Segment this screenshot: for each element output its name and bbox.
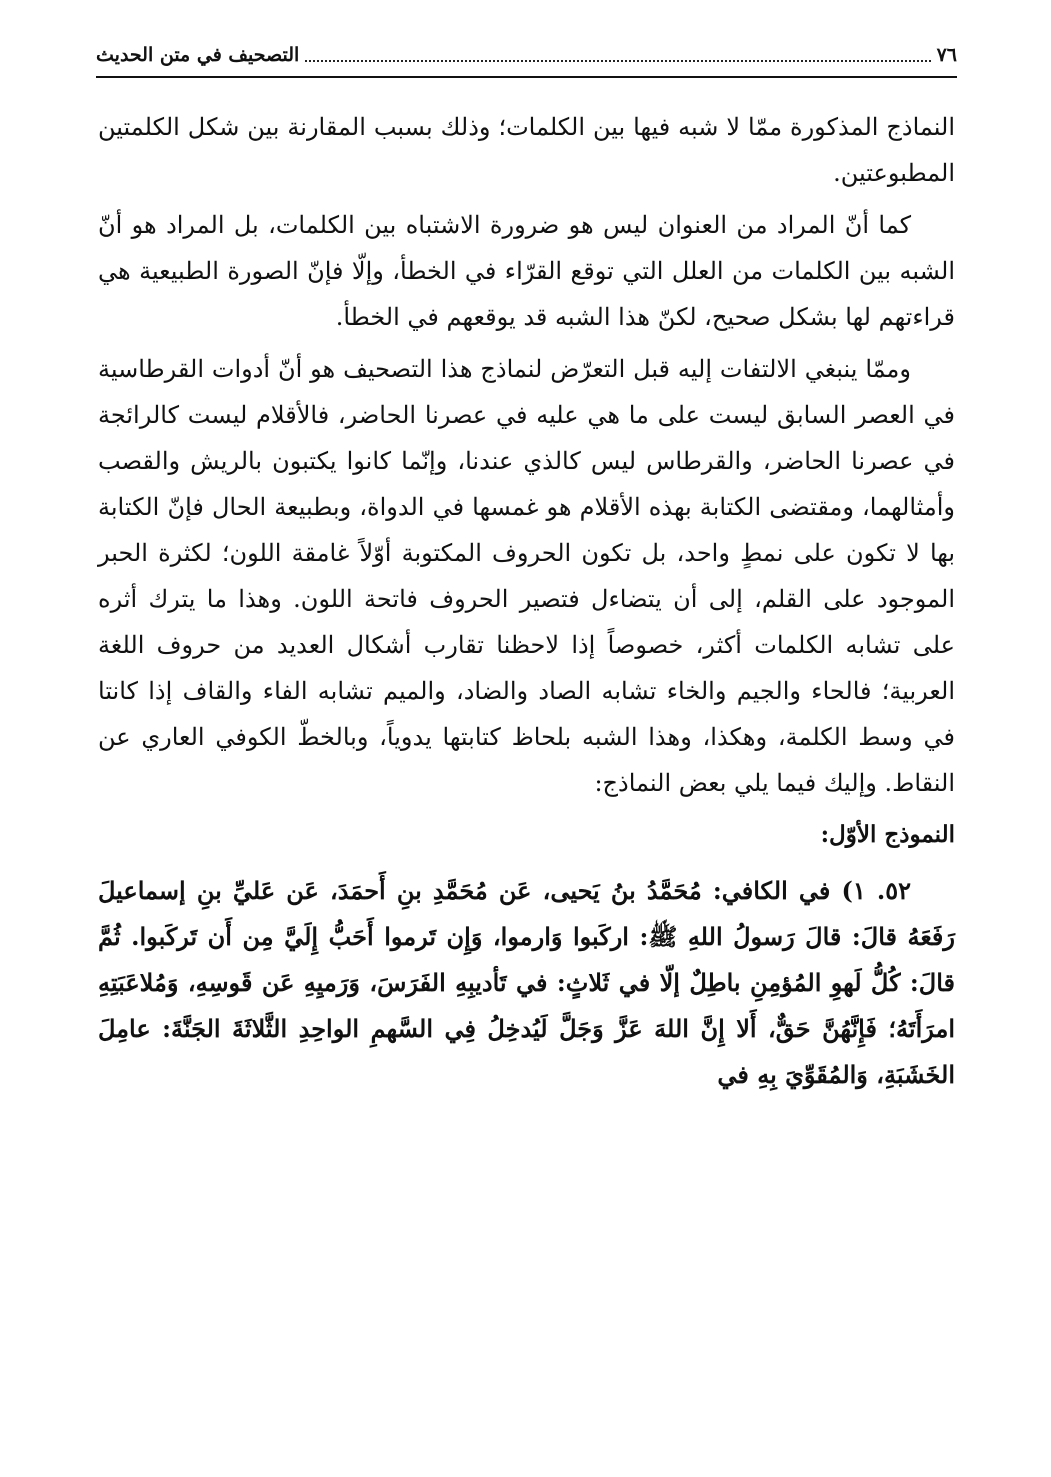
paragraph-continuation: النماذج المذكورة ممّا لا شبه فيها بين الكلمات؛ وذلك بسبب المقارنة بين شكل الكلمتين المطبوعتين.	[98, 113, 955, 187]
main-text	[98, 104, 955, 1098]
section-heading: النموذج الأوّل:	[820, 821, 955, 848]
header-dot-leader	[305, 48, 930, 62]
running-title: التصحيف في متن الحديث	[96, 44, 300, 66]
paragraph: كما أنّ المراد من العنوان ليس هو ضرورة الاشتباه بين الكلمات، بل المراد هو أنّ الشبه بين الكلمات من العلل التي توقع القرّاء في الخطأ، وإلّا فإنّ الصورة الطبيعية هي قراءتهم لها بشكل صحيح، لكنّ هذا الشبه قد يوقعهم في الخطأ.	[98, 211, 955, 331]
paragraph: وممّا ينبغي الالتفات إليه قبل التعرّض لنماذج هذا التصحيف هو أنّ أدوات القرطاسية في العصر السابق ليست على ما هي عليه في عصرنا الحاضر، فالأقلام ليست كالرائجة في عصرنا الحاضر، والقرطاس ليس كالذي عندنا، وإنّما كانوا يكتبون بالريش والقصب وأمثالهما، ومقتضى الكتابة بهذه الأقلام هو غمسها في الدواة، وبطبيعة الحال فإنّ الكتابة بها لا تكون على نمطٍ واحد، بل تكون الحروف المكتوبة أوّلاً غامقة اللون؛ لكثرة الحبر الموجود على القلم، إلى أن يتضاءل فتصير الحروف فاتحة اللون. وهذا ما يترك أثره على تشابه الكلمات أكثر، خصوصاً إذا لاحظنا تقارب أشكال العديد من حروف اللغة العربية؛ فالحاء والجيم والخاء تشابه الصاد والضاد، والميم تشابه الفاء والقاف إذا كانتا في وسط الكلمة، وهكذا، وهذا الشبه بلحاظ كتابتها يدوياً، وبالخطّ الكوفي العاري عن النقاط. وإليك فيما يلي بعض النماذج:	[98, 355, 955, 797]
running-header	[96, 38, 957, 72]
page-number: ٧٦	[936, 44, 957, 66]
hadith-quote: ٥٢. ١) في الكافي: مُحَمَّدُ بنُ يَحيى، عَن مُحَمَّدِ بنِ أَحمَدَ، عَن عَليِّ بنِ إسماعيلَ رَفَعَهُ قالَ: قالَ رَسولُ اللهِ ﷺ: اركَبوا وَارموا، وَإِن تَرموا أَحَبُّ إِلَيَّ مِن أَن تَركَبوا. ثُمَّ قالَ: كُلُّ لَهوِ المُؤمِنِ باطِلٌ إلّا في ثَلاثٍ: في تَأديبِهِ الفَرَسَ، وَرَميِهِ عَن قَوسِهِ، وَمُلاعَبَتِهِ امرَأَتَهُ؛ فَإِنَّهُنَّ حَقٌّ، أَلا إِنَّ اللهَ عَزَّ وَجَلَّ لَيُدخِلُ فِي السَّهمِ الواحِدِ الثَّلاثَةَ الجَنَّةَ: عامِلَ الخَشَبَةِ، وَالمُقَوِّيَ بِهِ في	[98, 876, 955, 1089]
header-divider	[96, 76, 957, 78]
